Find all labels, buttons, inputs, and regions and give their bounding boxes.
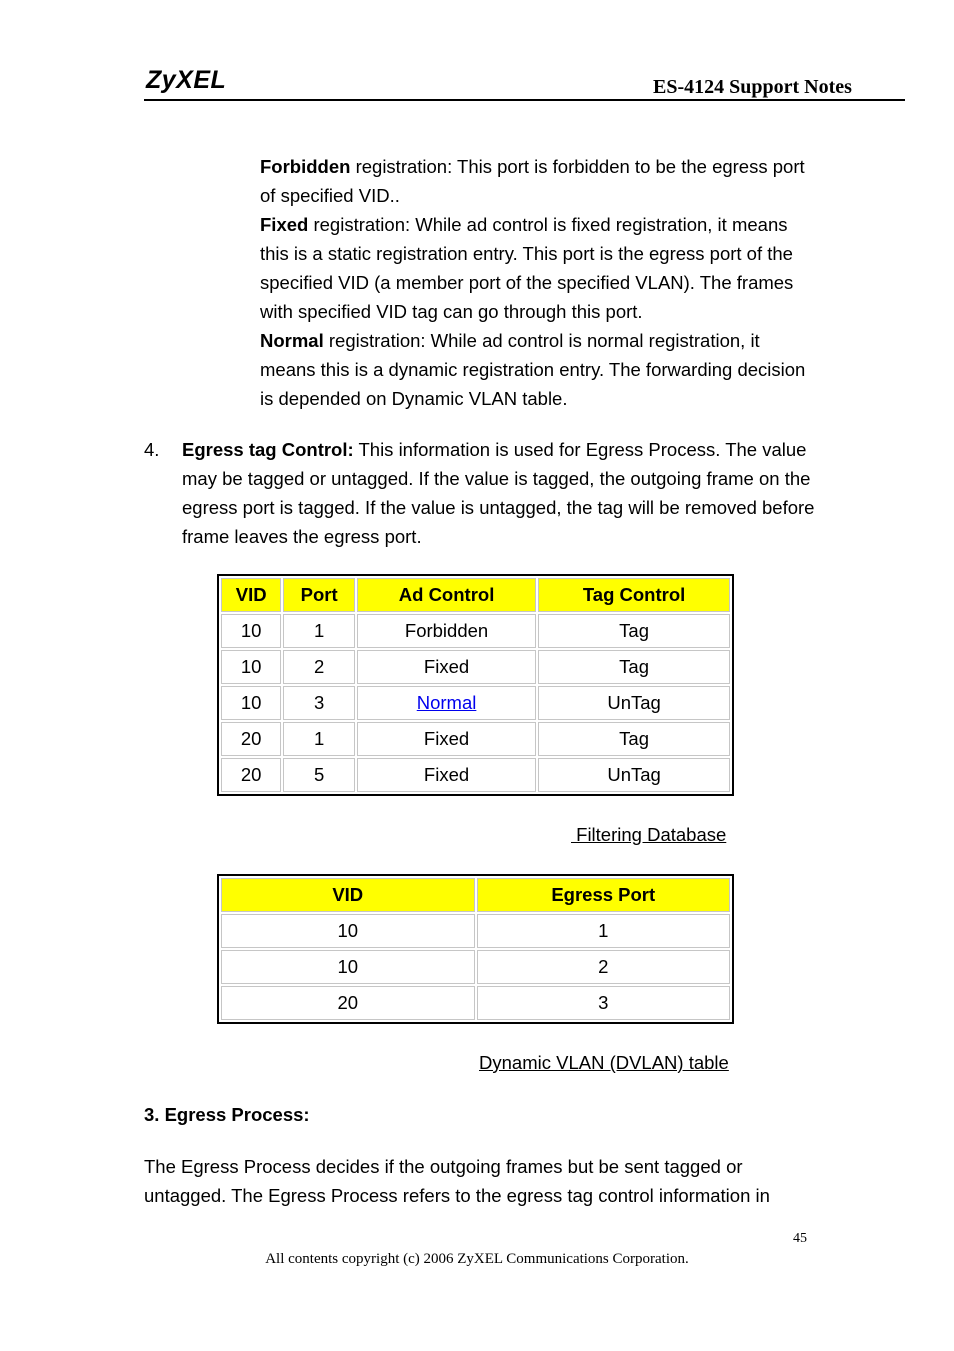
column-header: VID [221, 878, 475, 912]
dvlan-table-caption: Dynamic VLAN (DVLAN) table [479, 1052, 729, 1073]
page-number: 45 [793, 1231, 807, 1246]
table-row [221, 722, 730, 756]
table-row [221, 650, 730, 684]
table-cell: Fixed [357, 650, 536, 684]
table-cell: Fixed [357, 758, 536, 792]
table-cell: 10 [221, 650, 281, 684]
filtering-database-table [217, 574, 734, 796]
column-header: Egress Port [477, 878, 731, 912]
egress-tag-control-item [144, 435, 824, 551]
normal-text: registration: While ad control is normal registration, it means this is a dynamic registration entry. The forwarding decision is depended on Dynamic VLAN table. [260, 330, 806, 409]
table-cell [357, 686, 536, 720]
table-row [221, 686, 730, 720]
table-cell: 2 [283, 650, 355, 684]
column-header: Ad Control [357, 578, 536, 612]
table-cell: UnTag [538, 686, 730, 720]
table-cell: Forbidden [357, 614, 536, 648]
normal-term: Normal [260, 330, 324, 351]
table-header-row [221, 878, 730, 912]
table-cell: 10 [221, 914, 475, 948]
table-cell: 10 [221, 950, 475, 984]
table-cell: 10 [221, 614, 281, 648]
table-row [221, 986, 730, 1020]
egress-tag-control-term: Egress tag Control: [182, 439, 354, 460]
forbidden-description [260, 152, 820, 210]
table-cell: 20 [221, 758, 281, 792]
table-cell: UnTag [538, 758, 730, 792]
forbidden-term: Forbidden [260, 156, 351, 177]
header-divider [144, 99, 905, 101]
table-cell: 3 [477, 986, 731, 1020]
zyxel-logo: ZyXEL [146, 66, 227, 94]
list-number: 4. [144, 439, 160, 460]
fixed-term: Fixed [260, 214, 309, 235]
column-header: Tag Control [538, 578, 730, 612]
table-cell: 20 [221, 722, 281, 756]
table-row [221, 758, 730, 792]
filtering-database-caption: Filtering Database [571, 824, 727, 845]
table-cell: 10 [221, 686, 281, 720]
table-cell: 3 [283, 686, 355, 720]
table-cell: 1 [283, 722, 355, 756]
forbidden-text: registration: This port is forbidden to be the egress port of specified VID.. [260, 156, 805, 206]
dvlan-table [217, 874, 734, 1024]
normal-description [260, 326, 820, 413]
fixed-text: registration: While ad control is fixed registration, it means this is a static registration entry. This port is the egress port of the specified VID (a member port of the specified VLAN). The frames with specified VID tag can go through this port. [260, 214, 794, 322]
table-cell: Tag [538, 722, 730, 756]
table-row [221, 950, 730, 984]
column-header: Port [283, 578, 355, 612]
table-header-row [221, 578, 730, 612]
table-cell: 2 [477, 950, 731, 984]
copyright-notice: All contents copyright (c) 2006 ZyXEL Communications Corporation. [265, 1251, 689, 1267]
egress-tag-control-text: This information is used for Egress Process. The value may be tagged or untagged. If the value is tagged, the outgoing frame on the egress port is tagged. If the value is untagged, the tag will be removed before frame leaves the egress port. [182, 439, 815, 547]
table-cell: Fixed [357, 722, 536, 756]
normal-link[interactable]: Normal [416, 692, 477, 713]
table-cell: Tag [538, 650, 730, 684]
table-row [221, 914, 730, 948]
registration-descriptions [260, 152, 820, 413]
table-cell: Tag [538, 614, 730, 648]
table-row [221, 614, 730, 648]
table-cell: 20 [221, 986, 475, 1020]
table-cell: 1 [283, 614, 355, 648]
table-cell: 5 [283, 758, 355, 792]
document-title: ES-4124 Support Notes [653, 76, 852, 98]
fixed-description [260, 210, 820, 326]
column-header: VID [221, 578, 281, 612]
egress-process-paragraph: The Egress Process decides if the outgoing frames but be sent tagged or untagged. The Egress Process refers to the egress tag control information in [144, 1156, 770, 1206]
table-cell: 1 [477, 914, 731, 948]
section-heading: 3. Egress Process: [144, 1104, 310, 1125]
